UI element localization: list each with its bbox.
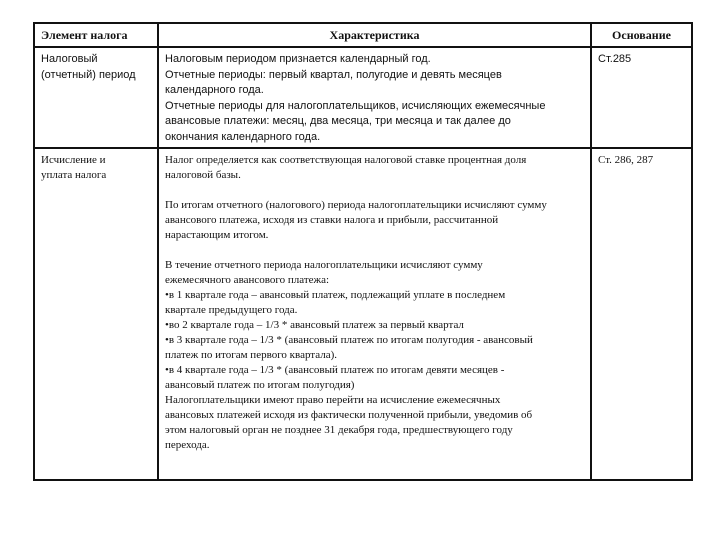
element-text: Налоговый: [41, 53, 98, 65]
description-line: ежемесячного авансового платежа:: [165, 274, 330, 286]
table-header-row: [34, 23, 692, 47]
tax-elements-table: [33, 22, 693, 481]
description-line: налоговой базы.: [165, 169, 241, 181]
bullet-item: •в 1 квартале года – авансовый платеж, подлежащий уплате в последнем: [165, 289, 506, 301]
basis-cell: Ст.285: [591, 47, 692, 148]
description-line: окончания календарного года.: [165, 130, 321, 143]
description-cell: [158, 148, 591, 480]
description-line: Налогоплательщики имеют право перейти на исчисление ежемесячных: [165, 394, 501, 406]
table-row: [34, 47, 692, 148]
bullet-item: •в 4 квартале года – 1/3 * (авансовый платеж по итогам девяти месяцев -: [165, 364, 505, 376]
description-line: Налоговым периодом признается календарный год.: [165, 53, 431, 65]
description-line: авансового платежа, исходя из ставки налога и прибыли, рассчитанной: [165, 214, 499, 226]
description-line: По итогам отчетного (налогового) периода налогоплательщики исчисляют сумму: [165, 199, 547, 211]
description-line: платеж по итогам первого квартала).: [165, 349, 338, 361]
description-line: этом налоговый орган не позднее 31 декабря года, предшествующего году: [165, 424, 513, 436]
description-line: перехода.: [165, 439, 210, 451]
description-line: авансовых платежей исходя из фактически полученной прибыли, уведомив об: [165, 409, 533, 421]
description-line: Налог определяется как соответствующая налоговой ставке процентная доля: [165, 154, 527, 166]
description-line: авансовые платежи: месяц, два месяца, три месяца и так далее до: [165, 115, 511, 127]
bullet-item: •в 3 квартале года – 1/3 * (авансовый платеж по итогам полугодия - авансовый: [165, 334, 533, 346]
description-line: квартале предыдущего года.: [165, 304, 298, 316]
description-line: Отчетные периоды для налогоплательщиков, исчисляющих ежемесячные: [165, 99, 546, 112]
element-text: (отчетный) период: [41, 68, 136, 81]
description-line: авансовый платеж по итогам полугодия): [165, 379, 355, 391]
element-cell: [34, 148, 158, 480]
element-cell: [34, 47, 158, 148]
element-text: уплата налога: [41, 169, 107, 181]
description-line: нарастающим итогом.: [165, 229, 269, 241]
table-row: [34, 148, 692, 480]
description-line: Отчетные периоды: первый квартал, полугодие и девять месяцев: [165, 68, 502, 81]
description-line: В течение отчетного периода налогоплательщики исчисляют сумму: [165, 259, 483, 271]
header-characteristic: Характеристика: [158, 23, 591, 47]
basis-cell: Ст. 286, 287: [591, 148, 692, 480]
header-element: Элемент налога: [34, 23, 158, 47]
bullet-item: •во 2 квартале года – 1/3 * авансовый платеж за первый квартал: [165, 319, 464, 331]
header-basis: Основание: [591, 23, 692, 47]
description-cell: [158, 47, 591, 148]
element-text: Исчисление и: [41, 154, 106, 166]
description-line: календарного года.: [165, 84, 264, 96]
